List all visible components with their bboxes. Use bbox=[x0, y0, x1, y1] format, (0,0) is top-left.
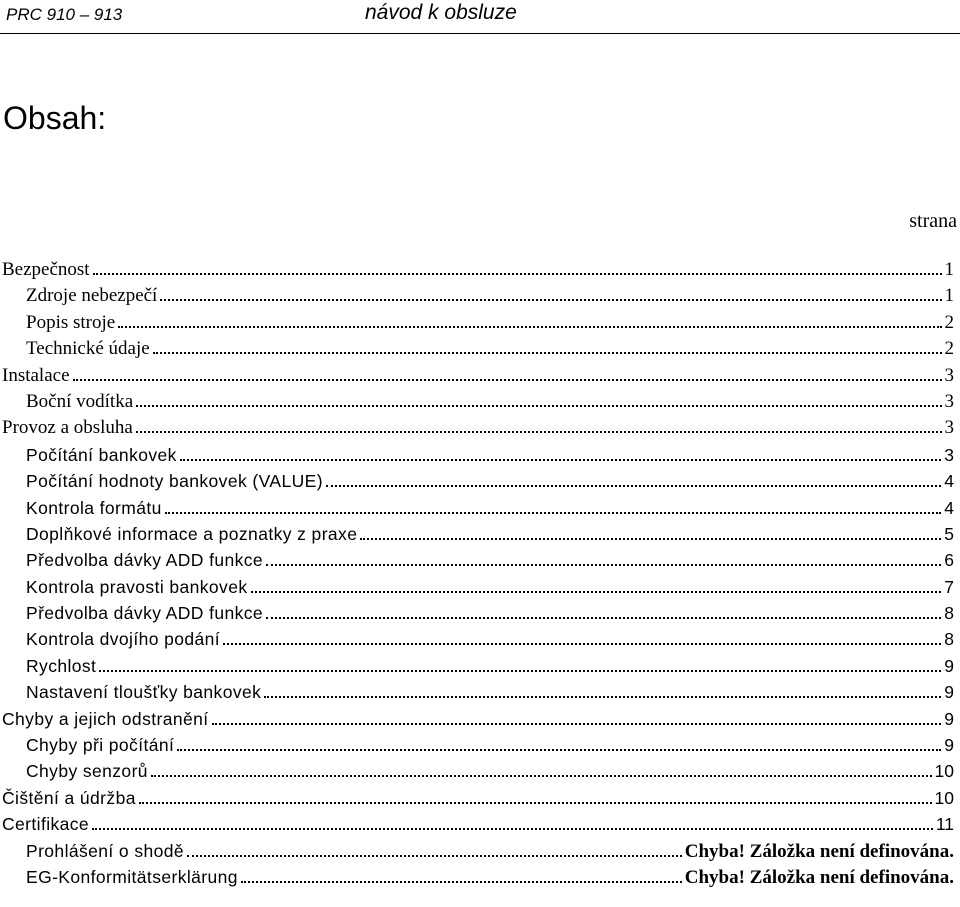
toc-entry-page: 5 bbox=[944, 523, 954, 544]
header-model: PRC 910 – 913 bbox=[6, 5, 123, 24]
toc-entry-title: Boční vodítka bbox=[26, 390, 134, 412]
toc-entry[interactable] bbox=[0, 785, 954, 811]
toc-dot-leader bbox=[264, 696, 941, 698]
table-of-contents bbox=[0, 257, 954, 890]
toc-entry-title: Doplňkové informace a poznatky z praxe bbox=[26, 523, 358, 544]
toc-entry-page: 9 bbox=[944, 655, 954, 676]
toc-dot-leader bbox=[99, 670, 941, 672]
toc-dot-leader bbox=[136, 405, 941, 407]
toc-entry-page: 2 bbox=[944, 311, 954, 333]
toc-dot-leader bbox=[153, 352, 942, 354]
toc-entry[interactable] bbox=[0, 732, 954, 758]
toc-entry-page: 1 bbox=[944, 285, 954, 307]
toc-entry[interactable] bbox=[0, 653, 954, 679]
toc-entry[interactable] bbox=[0, 706, 954, 732]
toc-entry[interactable] bbox=[0, 468, 954, 494]
toc-entry[interactable] bbox=[0, 257, 954, 283]
toc-entry-title: Chyby a jejich odstranění bbox=[2, 708, 209, 729]
toc-dot-leader bbox=[212, 723, 942, 725]
page-header bbox=[0, 0, 960, 34]
toc-dot-leader bbox=[73, 379, 942, 381]
toc-dot-leader bbox=[160, 299, 941, 301]
toc-entry[interactable] bbox=[0, 626, 954, 652]
toc-entry[interactable] bbox=[0, 415, 954, 441]
toc-entry-title: Zdroje nebezpečí bbox=[26, 285, 158, 307]
toc-entry[interactable] bbox=[0, 679, 954, 705]
toc-entry-page: 1 bbox=[944, 259, 954, 280]
toc-entry-page: 4 bbox=[944, 497, 954, 518]
toc-entry-page: 8 bbox=[944, 603, 954, 624]
toc-entry-title: Kontrola dvojího podání bbox=[26, 629, 221, 650]
toc-entry-title: Čištění a údržba bbox=[2, 787, 136, 808]
toc-entry-title: Prohlášení o shodě bbox=[26, 840, 185, 861]
toc-dot-leader bbox=[251, 591, 942, 593]
toc-entry[interactable] bbox=[0, 758, 954, 784]
toc-dot-leader bbox=[187, 855, 682, 857]
toc-entry-title: Předvolba dávky ADD funkce bbox=[26, 603, 264, 624]
toc-dot-leader bbox=[93, 273, 942, 275]
toc-dot-leader bbox=[180, 459, 941, 461]
toc-dot-leader bbox=[151, 775, 932, 777]
toc-entry[interactable] bbox=[0, 521, 954, 547]
toc-entry[interactable] bbox=[0, 442, 954, 468]
toc-entry-page: 10 bbox=[934, 761, 954, 782]
toc-entry[interactable] bbox=[0, 574, 954, 600]
toc-entry[interactable] bbox=[0, 283, 954, 309]
toc-dot-leader bbox=[266, 564, 941, 566]
toc-entry-title: Popis stroje bbox=[26, 311, 116, 333]
toc-entry-title: Chyby senzorů bbox=[26, 761, 148, 782]
toc-entry-title: Předvolba dávky ADD funkce bbox=[26, 550, 264, 571]
toc-dot-leader bbox=[360, 538, 941, 540]
header-doc-type: návod k obsluze bbox=[365, 1, 517, 24]
toc-entry-page: 3 bbox=[944, 390, 954, 412]
toc-entry-page: 8 bbox=[944, 629, 954, 650]
toc-entry-title: Certifikace bbox=[2, 814, 90, 835]
toc-entry[interactable] bbox=[0, 864, 954, 890]
toc-entry[interactable] bbox=[0, 495, 954, 521]
toc-entry-title: Kontrola pravosti bankovek bbox=[26, 576, 248, 597]
toc-entry-title: Bezpečnost bbox=[2, 259, 90, 280]
toc-dot-leader bbox=[165, 512, 941, 514]
toc-entry-title: Instalace bbox=[2, 364, 70, 386]
toc-entry-error: Chyba! Záložka není definována. bbox=[684, 840, 954, 862]
toc-dot-leader bbox=[241, 881, 682, 883]
toc-dot-leader bbox=[326, 485, 941, 487]
toc-entry[interactable] bbox=[0, 811, 954, 837]
toc-entry-title: Technické údaje bbox=[26, 338, 150, 360]
toc-entry[interactable] bbox=[0, 336, 954, 362]
toc-dot-leader bbox=[266, 617, 941, 619]
toc-entry-title: Kontrola formátu bbox=[26, 497, 162, 518]
toc-entry-title: Počítání bankovek bbox=[26, 444, 177, 465]
toc-entry-title: Nastavení tloušťky bankovek bbox=[26, 682, 262, 703]
toc-entry-page: 6 bbox=[944, 550, 954, 571]
toc-dot-leader bbox=[177, 749, 941, 751]
toc-entry[interactable] bbox=[0, 547, 954, 573]
toc-entry[interactable] bbox=[0, 310, 954, 336]
toc-entry[interactable] bbox=[0, 838, 954, 864]
toc-entry-title: EG-Konformitätserklärung bbox=[26, 866, 238, 887]
toc-entry-title: Rychlost bbox=[26, 655, 97, 676]
toc-dot-leader bbox=[223, 643, 941, 645]
toc-entry-page: 3 bbox=[944, 364, 954, 386]
toc-entry-page: 4 bbox=[944, 471, 954, 492]
toc-entry[interactable] bbox=[0, 389, 954, 415]
toc-entry-title: Počítání hodnoty bankovek (VALUE) bbox=[26, 471, 323, 492]
toc-entry-error: Chyba! Záložka není definována. bbox=[684, 866, 954, 888]
toc-entry-page: 2 bbox=[944, 338, 954, 360]
toc-entry-page: 3 bbox=[944, 417, 954, 439]
toc-entry[interactable] bbox=[0, 600, 954, 626]
toc-dot-leader bbox=[118, 326, 941, 328]
toc-entry-title: Provoz a obsluha bbox=[2, 417, 133, 439]
toc-dot-leader bbox=[139, 802, 932, 804]
toc-dot-leader bbox=[92, 828, 933, 830]
page-column-label: strana bbox=[909, 210, 957, 232]
toc-dot-leader bbox=[136, 431, 942, 433]
toc-entry-title: Chyby při počítání bbox=[26, 735, 175, 756]
page-title: Obsah: bbox=[3, 100, 107, 136]
toc-entry[interactable] bbox=[0, 363, 954, 389]
toc-entry-page: 7 bbox=[944, 576, 954, 597]
toc-entry-page: 10 bbox=[934, 787, 954, 808]
toc-entry-page: 3 bbox=[944, 444, 954, 465]
toc-entry-page: 9 bbox=[944, 708, 954, 729]
toc-entry-page: 9 bbox=[944, 735, 954, 756]
toc-entry-page: 11 bbox=[935, 814, 954, 835]
toc-entry-page: 9 bbox=[944, 682, 954, 703]
